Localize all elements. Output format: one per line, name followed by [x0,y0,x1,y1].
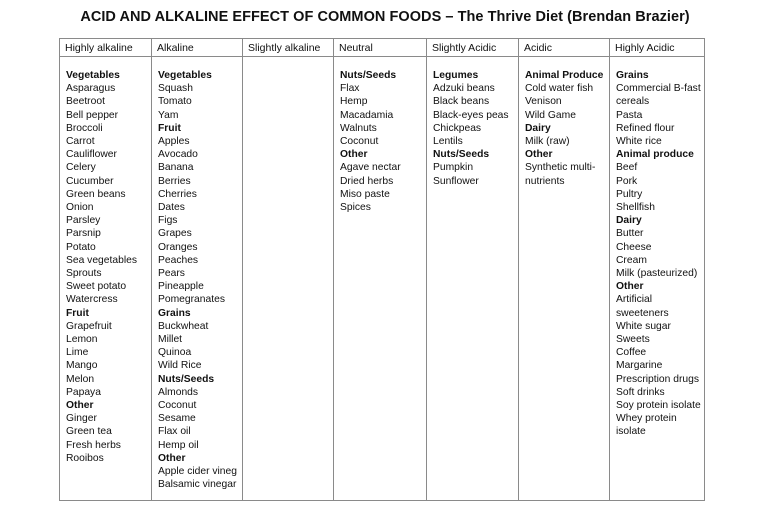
col-header-slightly-acidic: Slightly Acidic [427,39,519,57]
category-heading: Dairy [525,122,551,134]
food-item: Venison [525,96,562,108]
food-item: Mango [66,360,98,372]
food-item: Whey protein isolate [616,413,677,438]
food-item: Broccoli [66,122,103,134]
food-item: Dates [158,202,185,214]
food-item: Hemp [340,96,368,108]
food-item: Soy protein isolate [616,400,701,412]
col-header-highly-acidic: Highly Acidic [610,39,705,57]
food-item: Almonds [158,386,199,398]
food-item: Quinoa [158,347,192,359]
food-item: Banana [158,162,194,174]
food-item: White rice [616,136,662,148]
food-item: Lentils [433,136,463,148]
food-item: Prescription drugs [616,373,699,385]
food-item: Oranges [158,241,198,253]
col-header-alkaline: Alkaline [152,39,243,57]
food-item: Milk (raw) [525,136,570,148]
food-item: Agave nectar [340,162,401,174]
food-item: Papaya [66,386,101,398]
food-item: Apples [158,136,190,148]
food-item: Carrot [66,136,95,148]
category-heading: Nuts/Seeds [433,149,490,161]
food-item: Pears [158,268,185,280]
food-item: Avocado [158,149,198,161]
food-item: Potato [66,241,96,253]
food-item: Squash [158,83,193,95]
food-item: Fresh herbs [66,439,121,451]
food-item: Sunflower [433,175,479,187]
food-item: Sweets [616,334,650,346]
food-item: Yam [158,109,179,121]
food-item: Figs [158,215,178,227]
food-item: Berries [158,175,191,187]
food-item: Cauliflower [66,149,117,161]
food-item: Cream [616,254,647,266]
food-item: Miso paste [340,188,390,200]
category-heading: Fruit [158,122,181,134]
food-item: Grapes [158,228,192,240]
food-item: Pasta [616,109,643,121]
food-item: Parsley [66,215,101,227]
col-cell-acidic [519,57,610,501]
food-item: Coconut [340,136,379,148]
food-item: Bell pepper [66,109,119,121]
food-item: Pumpkin [433,162,474,174]
food-item: Butter [616,228,644,240]
food-item: Pultry [616,188,643,200]
food-item: Dried herbs [340,175,394,187]
food-item: Rooibos [66,452,104,464]
food-item: Wild Rice [158,360,202,372]
food-item: Refined flour [616,122,675,134]
category-heading: Nuts/Seeds [158,373,215,385]
food-item: Pomegranates [158,294,225,306]
food-item: Celery [66,162,96,174]
col-cell-neutral [334,57,427,501]
food-item: Green beans [66,188,126,200]
food-item: Pineapple [158,281,204,293]
category-heading: Other [340,149,368,161]
food-item: Soft drinks [616,386,665,398]
food-item: Sesame [158,413,196,425]
food-item: Milk (pasteurized) [616,268,698,280]
food-item: Sprouts [66,268,102,280]
food-item: Macadamia [340,109,394,121]
food-item: Black-eyes peas [433,109,509,121]
col-cell-slightly-acidic [427,57,519,501]
food-item: Millet [158,334,183,346]
food-item: Synthetic multi-nutrients [525,162,596,187]
category-heading: Other [158,452,186,464]
col-cell-highly-alkaline [60,57,152,501]
food-item: Artificial sweeteners [616,294,669,319]
category-heading: Grains [158,307,191,319]
food-item: Flax oil [158,426,191,438]
food-item: Melon [66,373,95,385]
col-cell-highly-acidic [610,57,705,501]
food-item: Black beans [433,96,490,108]
food-item: Cheese [616,241,652,253]
food-item: Apple cider vineg [158,466,237,478]
body-row [60,57,705,501]
category-heading: Other [616,281,644,293]
food-item: Sweet potato [66,281,127,293]
food-item: Chickpeas [433,122,482,134]
col-header-acidic: Acidic [519,39,610,57]
food-item: Adzuki beans [433,83,495,95]
col-header-slightly-alkaline: Slightly alkaline [243,39,334,57]
food-item: Pork [616,175,638,187]
food-item: Lemon [66,334,98,346]
food-item: Cold water fish [525,83,594,95]
col-cell-alkaline [152,57,243,501]
food-item: Green tea [66,426,112,438]
food-item: Parsnip [66,228,101,240]
food-item: Shellfish [616,202,655,214]
food-item: Cucumber [66,175,114,187]
food-item: Walnuts [340,122,377,134]
category-heading: Dairy [616,215,642,227]
header-row [60,39,705,57]
page-title: ACID AND ALKALINE EFFECT OF COMMON FOODS – The Thrive Diet (Brendan Brazier) [80,9,690,25]
category-heading: Nuts/Seeds [340,70,397,81]
category-heading: Animal produce [616,149,694,161]
food-item: Balsamic vinegar [158,479,237,491]
food-item: Hemp oil [158,439,199,451]
category-heading: Vegetables [158,70,212,81]
food-item: Wild Game [525,109,576,121]
category-heading: Other [525,149,553,161]
col-header-highly-alkaline: Highly alkaline [60,39,152,57]
food-item: Spices [340,202,371,214]
food-item: Beetroot [66,96,105,108]
food-item: Beef [616,162,638,174]
food-item: Buckwheat [158,320,209,332]
food-item: Lime [66,347,89,359]
food-item: Coffee [616,347,647,359]
food-acidity-table [59,38,705,501]
col-header-neutral: Neutral [334,39,427,57]
food-item: White sugar [616,320,671,332]
food-item: Onion [66,202,94,214]
food-item: Watercress [66,294,118,306]
food-item: Tomato [158,96,192,108]
food-item: Sea vegetables [66,254,137,266]
food-item: Flax [340,83,360,95]
category-heading: Grains [616,70,649,81]
food-item: Margarine [616,360,663,372]
food-item: Cherries [158,188,197,200]
category-heading: Vegetables [66,70,120,81]
category-heading: Other [66,400,94,412]
food-item: Ginger [66,413,97,425]
food-item: Asparagus [66,83,116,95]
category-heading: Animal Produce [525,70,604,81]
food-item: Grapefruit [66,320,112,332]
food-item: Coconut [158,400,197,412]
category-heading: Legumes [433,70,479,81]
col-cell-slightly-alkaline [243,57,334,501]
food-item: Peaches [158,254,199,266]
category-heading: Fruit [66,307,89,319]
food-item: Commercial B-fast cereals [616,83,701,108]
